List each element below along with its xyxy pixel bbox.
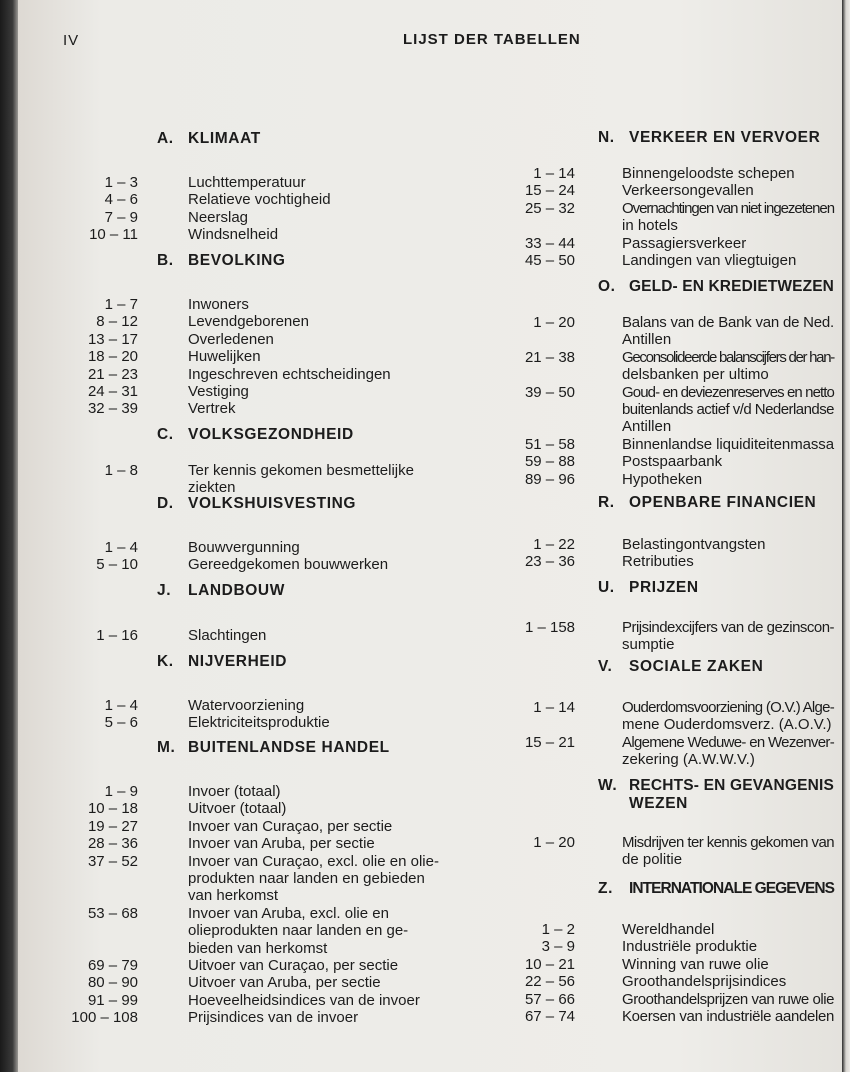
table-description: Postspaarbank (622, 453, 723, 471)
table-range: 8 – 12 (96, 313, 138, 331)
right-column (498, 0, 842, 1072)
table-description: Passagiersverkeer (622, 234, 747, 252)
table-description: Uitvoer van Curaçao, per sectie (188, 957, 399, 974)
table-description: ziekten (188, 479, 236, 497)
table-description: Prijsindices van de invoer (188, 1009, 359, 1027)
table-range: 33 – 44 (524, 234, 575, 252)
table-description: Luchttemperatuur (188, 174, 306, 191)
table-range: 1 – 158 (524, 619, 575, 636)
section-letter: B. (157, 252, 174, 269)
table-description: Verkeersongevallen (622, 182, 754, 200)
section-letter: U. (598, 579, 615, 596)
table-description: in hotels (622, 217, 678, 235)
table-description: zekering (A.W.W.V.) (622, 751, 755, 769)
table-range: 100 – 108 (71, 1009, 138, 1027)
table-description: Hoeveelheidsindices van de invoer (188, 991, 420, 1009)
table-range: 32 – 39 (87, 400, 138, 418)
table-range: 28 – 36 (87, 835, 138, 853)
table-range: 37 – 52 (87, 852, 138, 870)
section-letter: M. (157, 739, 176, 756)
table-range: 21 – 23 (87, 365, 138, 383)
table-description: Groothandelsprijsindices (622, 973, 787, 991)
table-description: delsbanken per ultimo (622, 366, 769, 384)
table-range: 1 – 14 (533, 699, 575, 716)
section-title: VOLKSGEZONDHEID (188, 426, 354, 443)
table-range: 1 – 14 (533, 165, 575, 182)
table-description: Neerslag (188, 208, 249, 226)
table-description: Retributies (622, 553, 694, 571)
table-range: 10 – 21 (524, 955, 575, 973)
table-range: 23 – 36 (524, 553, 575, 571)
table-description: Invoer van Aruba, excl. olie en (188, 904, 389, 922)
table-range: 69 – 79 (87, 957, 138, 974)
table-description: Huwelijken (188, 348, 261, 366)
table-description: Prijsindexcijfers van de gezinscon- (622, 619, 834, 636)
table-description: Levendgeborenen (188, 313, 309, 331)
section-letter: C. (157, 426, 174, 443)
table-description: Invoer (totaal) (188, 783, 281, 800)
table-description: Misdrijven ter kennis gekomen van (622, 834, 834, 851)
table-description: Belastingontvangsten (622, 536, 766, 553)
page-edge (842, 0, 850, 1072)
section-title: GELD- EN KREDIETWEZEN (629, 278, 834, 295)
table-description: Hypotheken (622, 470, 703, 488)
section-title: BUITENLANDSE HANDEL (188, 739, 390, 756)
table-range: 1 – 4 (104, 539, 138, 556)
table-description: Landingen van vliegtuigen (622, 252, 797, 269)
section-letter: R. (598, 494, 615, 511)
section-title: WEZEN (629, 795, 688, 812)
table-description: van herkomst (188, 887, 279, 905)
table-range: 10 – 18 (87, 800, 138, 818)
table-range: 1 – 4 (104, 697, 138, 714)
table-range: 1 – 16 (96, 627, 138, 644)
section-title: PRIJZEN (629, 579, 699, 596)
table-range: 13 – 17 (87, 330, 138, 348)
table-range: 5 – 6 (104, 714, 138, 732)
table-range: 24 – 31 (87, 383, 138, 400)
section-title: RECHTS- EN GEVANGENIS (629, 777, 834, 794)
page-number: IV (63, 32, 80, 49)
table-range: 15 – 24 (524, 182, 575, 200)
table-description: olieprodukten naar landen en ge- (188, 922, 409, 940)
table-range: 59 – 88 (524, 453, 575, 471)
table-description: Slachtingen (188, 627, 267, 644)
table-description: Wereldhandel (622, 921, 715, 938)
table-description: Winning van ruwe olie (622, 955, 769, 973)
table-description: Binnengeloodste schepen (622, 165, 795, 182)
table-range: 1 – 20 (533, 314, 575, 331)
table-description: sumptie (622, 636, 675, 654)
table-range: 7 – 9 (104, 208, 138, 226)
table-description: Bouwvergunning (188, 539, 300, 556)
left-column (18, 0, 498, 1072)
section-title: VERKEER EN VERVOER (629, 129, 821, 146)
table-description: Elektriciteitsproduktie (188, 714, 330, 732)
table-range: 1 – 20 (533, 834, 575, 851)
table-description: Uitvoer (totaal) (188, 800, 287, 818)
table-range: 1 – 9 (104, 783, 138, 800)
table-description: Goud- en deviezenreserves en netto (622, 383, 834, 401)
section-letter: O. (598, 278, 616, 295)
table-description: Invoer van Curaçao, excl. olie en olie- (188, 852, 439, 870)
section-title: SOCIALE ZAKEN (629, 658, 764, 675)
table-range: 19 – 27 (87, 817, 138, 835)
table-range: 3 – 9 (541, 938, 575, 956)
table-range: 21 – 38 (524, 348, 575, 366)
table-range: 18 – 20 (87, 348, 138, 366)
table-range: 91 – 99 (87, 991, 138, 1009)
table-range: 80 – 90 (87, 974, 138, 992)
table-description: Gereedgekomen bouwwerken (188, 556, 389, 574)
table-description: Uitvoer van Aruba, per sectie (188, 974, 381, 992)
table-description: Koersen van industriële aandelen (622, 1008, 834, 1025)
table-range: 1 – 7 (104, 296, 138, 313)
table-description: Algemene Weduwe- en Wezenver- (622, 733, 834, 751)
table-description: Balans van de Bank van de Ned. (622, 314, 834, 331)
section-letter: V. (598, 658, 613, 675)
table-description: Geconsolideerde balanscijfers der han- (622, 348, 834, 366)
table-range: 45 – 50 (524, 252, 575, 269)
table-description: Vestiging (188, 383, 249, 400)
section-letter: W. (598, 777, 618, 794)
table-range: 53 – 68 (87, 904, 138, 922)
section-title: VOLKSHUISVESTING (188, 495, 357, 512)
table-description: Industriële produktie (622, 938, 758, 956)
table-range: 15 – 21 (524, 733, 575, 751)
table-description: Ouderdomsvoorziening (O.V.) Alge- (622, 699, 834, 716)
table-range: 51 – 58 (524, 435, 575, 453)
section-title: NIJVERHEID (188, 653, 288, 670)
table-description: Overledenen (188, 330, 274, 348)
table-description: buitenlands actief v/d Nederlandse (622, 400, 834, 418)
section-title: OPENBARE FINANCIEN (629, 494, 817, 511)
table-description: Overnachtingen van niet ingezetenen (622, 199, 834, 217)
table-range: 89 – 96 (524, 470, 575, 488)
table-range: 1 – 22 (533, 536, 575, 553)
table-description: bieden van herkomst (188, 939, 328, 957)
table-description: produkten naar landen en gebieden (188, 869, 425, 887)
section-title: KLIMAAT (188, 130, 261, 147)
table-description: Antillen (622, 331, 672, 349)
document-page (18, 0, 842, 1072)
section-letter: N. (598, 129, 615, 146)
book-spine-shadow (0, 0, 18, 1072)
table-description: Vertrek (188, 400, 236, 418)
section-title: INTERNATIONALE GEGEVENS (629, 880, 834, 897)
table-range: 57 – 66 (524, 990, 575, 1008)
table-description: mene Ouderdomsverz. (A.O.V.) (622, 716, 832, 734)
table-description: Watervoorziening (188, 697, 305, 714)
section-letter: D. (157, 495, 174, 512)
table-range: 25 – 32 (524, 199, 575, 217)
table-description: Inwoners (188, 296, 249, 313)
table-range: 39 – 50 (524, 383, 575, 401)
section-letter: K. (157, 653, 174, 670)
table-description: Binnenlandse liquiditeitenmassa (622, 435, 834, 453)
table-range: 22 – 56 (524, 973, 575, 991)
table-description: Invoer van Aruba, per sectie (188, 835, 375, 853)
table-range: 1 – 3 (104, 174, 138, 191)
table-description: Ingeschreven echtscheidingen (188, 365, 391, 383)
table-description: Antillen (622, 418, 672, 436)
table-range: 1 – 2 (541, 921, 575, 938)
table-description: de politie (622, 851, 683, 869)
table-range: 67 – 74 (524, 1008, 575, 1025)
table-description: Invoer van Curaçao, per sectie (188, 817, 393, 835)
section-title: BEVOLKING (188, 252, 286, 269)
table-description: Groothandelsprijzen van ruwe olie (622, 990, 834, 1008)
table-description: Relatieve vochtigheid (188, 191, 331, 209)
table-range: 4 – 6 (104, 191, 138, 209)
section-letter: Z. (598, 880, 613, 897)
table-description: Windsnelheid (188, 226, 279, 244)
table-description: Ter kennis gekomen besmettelijke (188, 462, 414, 479)
section-letter: J. (157, 582, 172, 599)
section-letter: A. (157, 130, 174, 147)
table-range: 5 – 10 (96, 556, 138, 574)
section-title: LANDBOUW (188, 582, 285, 599)
page-title: LIJST DER TABELLEN (403, 31, 581, 48)
table-range: 1 – 8 (104, 462, 138, 479)
table-range: 10 – 11 (89, 226, 138, 244)
